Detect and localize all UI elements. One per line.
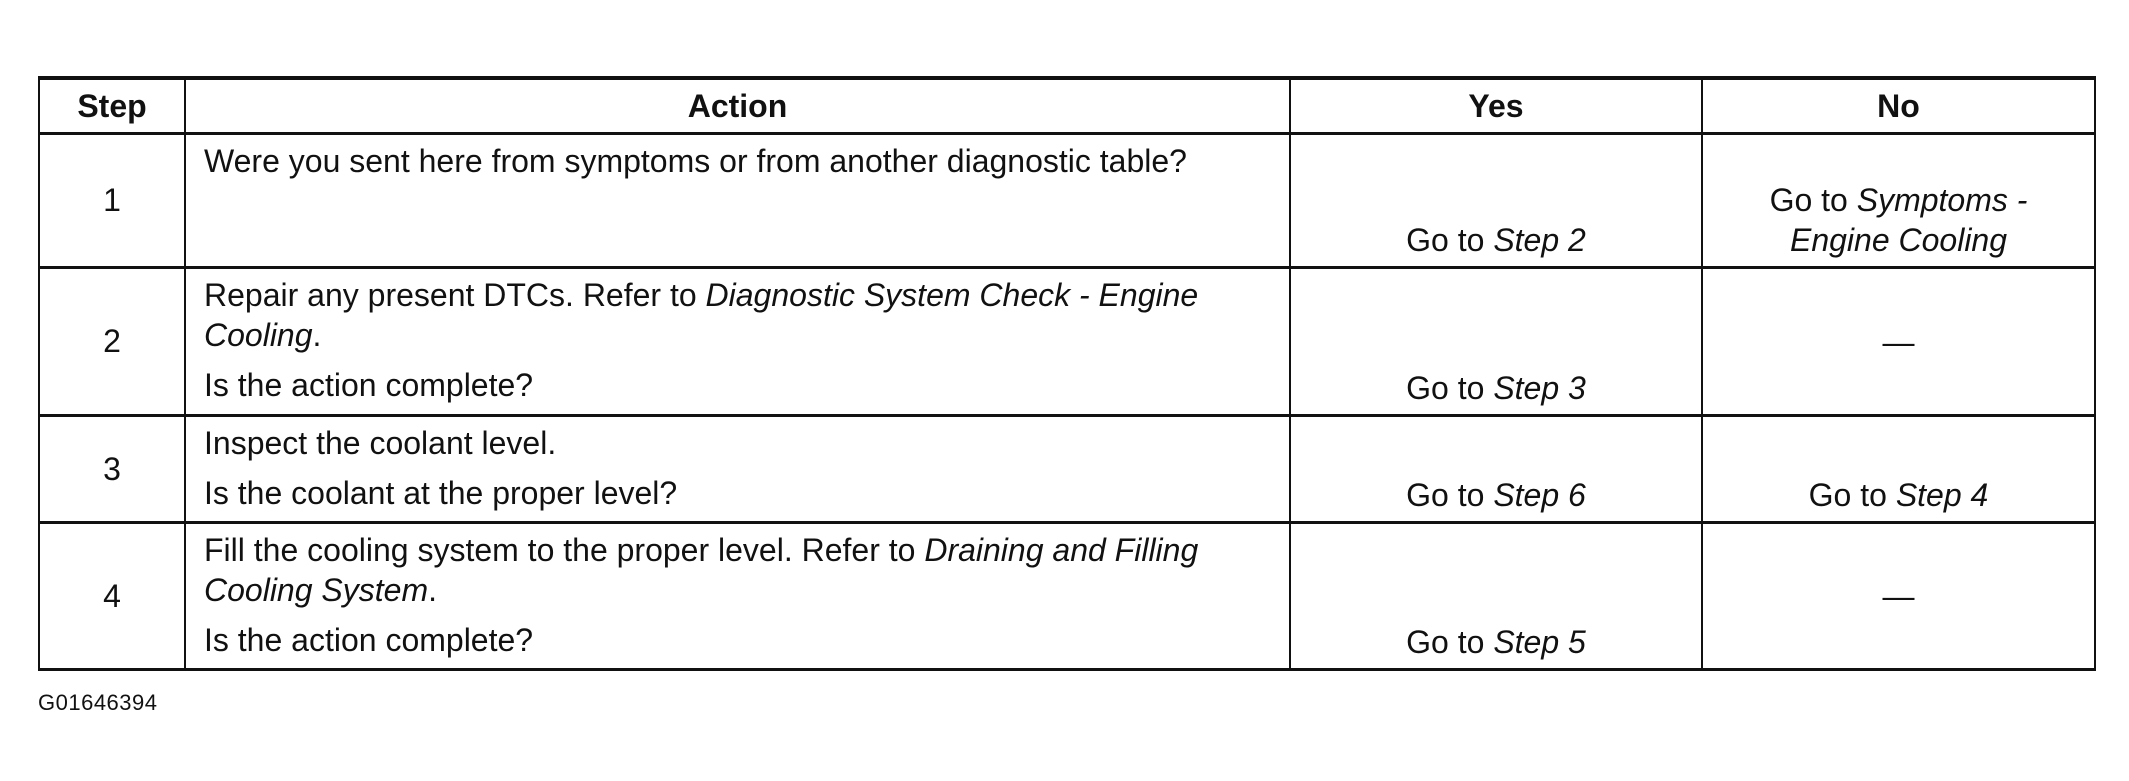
yes-prefix: Go to [1406, 222, 1494, 258]
no-prefix: Go to [1769, 182, 1857, 218]
step-number: 1 [39, 134, 185, 268]
no-cell [1702, 416, 2095, 523]
action-ref: Diagnostic System Check - Engine Cooling [204, 277, 1199, 353]
no-cell [1702, 134, 2095, 268]
yes-prefix: Go to [1406, 624, 1494, 660]
table-row [39, 268, 2095, 416]
action-question: Is the action complete? [204, 622, 534, 658]
no-ref: Symptoms - Engine Cooling [1789, 182, 2028, 258]
action-cell [185, 523, 1290, 670]
action-text: Were you sent here from symptoms or from another diagnostic table? [204, 143, 1187, 179]
step-number: 2 [39, 268, 185, 416]
step-number: 3 [39, 416, 185, 523]
table-row [39, 416, 2095, 523]
header-yes: Yes [1290, 78, 1702, 134]
table-row [39, 523, 2095, 670]
header-step: Step [39, 78, 185, 134]
no-cell: — [1702, 523, 2095, 670]
yes-step-ref: Step 5 [1493, 624, 1586, 660]
header-no: No [1702, 78, 2095, 134]
yes-step-ref: Step 6 [1493, 477, 1586, 513]
figure-id: G01646394 [38, 690, 158, 715]
action-pre: Fill the cooling system to the proper level. Refer to [204, 532, 925, 568]
yes-step-ref: Step 2 [1493, 222, 1586, 258]
step-number: 4 [39, 523, 185, 670]
yes-cell [1290, 416, 1702, 523]
table-row [39, 134, 2095, 268]
yes-cell [1290, 268, 1702, 416]
header-row [39, 78, 2095, 134]
action-text: Inspect the coolant level. [204, 425, 557, 461]
action-ref: Draining and Filling Cooling System [204, 532, 1199, 608]
no-cell: — [1702, 268, 2095, 416]
yes-step-ref: Step 3 [1493, 370, 1586, 406]
yes-cell [1290, 134, 1702, 268]
action-text [204, 530, 1271, 610]
no-step-ref: Step 4 [1895, 477, 1989, 513]
action-cell [185, 134, 1290, 268]
header-action: Action [185, 78, 1290, 134]
action-post: . [428, 572, 437, 608]
action-post: . [312, 317, 322, 353]
yes-cell [1290, 523, 1702, 670]
action-cell [185, 416, 1290, 523]
action-text [204, 275, 1271, 355]
action-question: Is the action complete? [204, 367, 534, 403]
action-cell [185, 268, 1290, 416]
no-prefix: Go to [1808, 477, 1896, 513]
action-question: Is the coolant at the proper level? [204, 475, 678, 511]
diagnostic-table [38, 76, 2096, 671]
yes-prefix: Go to [1406, 370, 1494, 406]
action-pre: Repair any present DTCs. Refer to [204, 277, 706, 313]
yes-prefix: Go to [1406, 477, 1494, 513]
